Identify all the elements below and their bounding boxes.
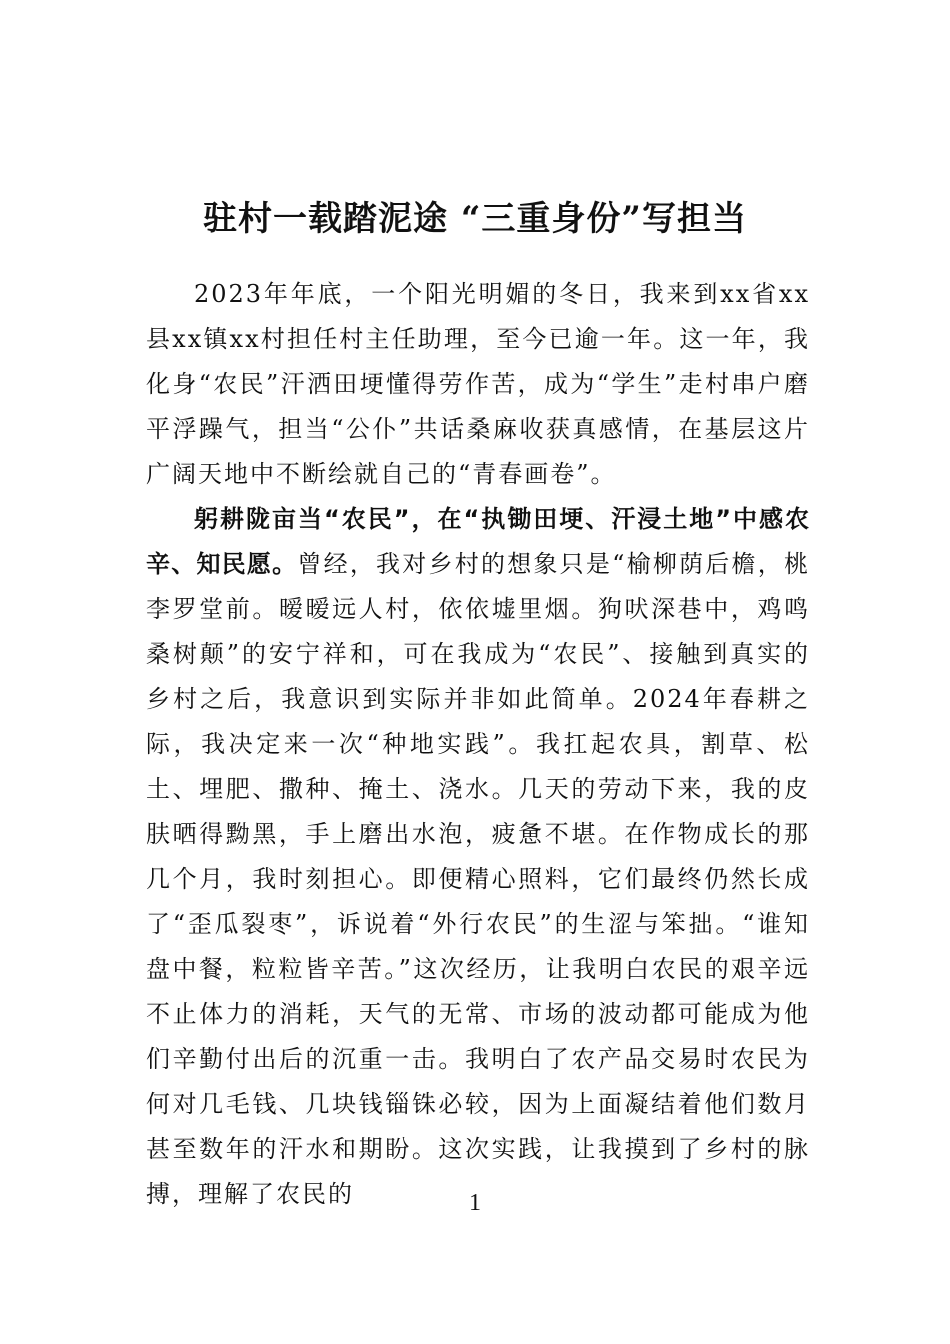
paragraph-lead-heading: 躬耕陇亩当“农民”，在“执锄田埂、汗浸土地”中感农辛、知民愿。 (146, 505, 810, 578)
paragraph-body-text: 曾经，我对乡村的想象只是“榆柳荫后檐，桃李罗堂前。暧暧远人村，依依墟里烟。狗吠深巷中，鸡鸣桑树颠”的安宁祥和，可在我成为“农民”、接触到真实的乡村之后，我意识到实际并非如此简单。2024年春耕之际，我决定来一次“种地实践”。我扛起农具，割草、松土、埋肥、撒种、掩土、浇水。几天的劳动下来，我的皮肤晒得黝黑，手上磨出水泡，疲惫不堪。在作物成长的那几个月，我时刻担心。即便精心照料，它们最终仍然长成了“歪瓜裂枣”，诉说着“外行农民”的生涩与笨拙。“谁知盘中餐，粒粒皆辛苦。”这次经历，让我明白农民的艰辛远不止体力的消耗，天气的无常、市场的波动都可能成为他们辛勤付出后的沉重一击。我明白了农产品交易时农民为何对几毛钱、几块钱锱铢必较，因为上面凝结着他们数月甚至数年的汗水和期盼。这次实践，让我摸到了乡村的脉搏，理解了农民的 (146, 550, 810, 1208)
paragraph-farmer (146, 497, 810, 1217)
page-number: 1 (469, 1190, 481, 1216)
paragraph-intro: 2023年年底，一个阳光明媚的冬日，我来到xx省xx县xx镇xx村担任村主任助理，至今已逾一年。这一年，我化身“农民”汗洒田埂懂得劳作苦，成为“学生”走村串户磨平浮躁气，担当“公仆”共话桑麻收获真感情，在基层这片广阔天地中不断绘就自己的“青春画卷”。 (146, 280, 810, 488)
document-title: 驻村一载踏泥途 “三重身份”写担当 (203, 198, 747, 239)
document-body (146, 272, 810, 1217)
